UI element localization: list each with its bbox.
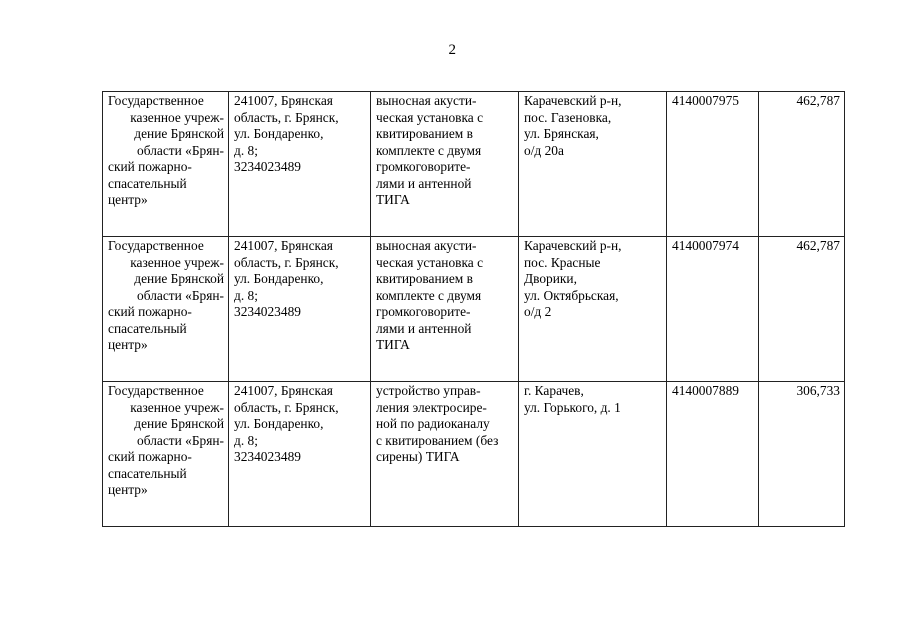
cell-line: 3234023489 xyxy=(234,159,301,174)
cell-line: о/д 20а xyxy=(524,142,564,158)
property-table xyxy=(102,91,845,527)
cell-line: 241007, Брянская xyxy=(234,238,333,253)
cell-line: центр» xyxy=(108,337,148,352)
cell-line: казенное учреж- xyxy=(130,254,224,270)
cell-line: ул. Бондаренко, xyxy=(234,416,324,431)
cell-line: 241007, Брянская xyxy=(234,93,333,108)
organization-cell xyxy=(103,237,229,382)
cell-line: ский пожарно- xyxy=(108,449,192,464)
table-body xyxy=(103,92,845,527)
cell-line: Государственное xyxy=(108,238,204,253)
cell-line: пос. Красные xyxy=(524,254,601,270)
table-row xyxy=(103,237,845,382)
inventory-number-cell: 4140007889 xyxy=(667,382,759,527)
cell-line: ТИГА xyxy=(376,192,410,207)
cell-line: ной по радиоканалу xyxy=(376,416,490,431)
cell-line: квитированием в xyxy=(376,126,473,141)
cell-line: Государственное xyxy=(108,383,204,398)
cell-line: ул. Горького, д. 1 xyxy=(524,399,621,415)
cell-line: области «Брян- xyxy=(137,142,224,158)
equipment-cell xyxy=(371,237,519,382)
table-row xyxy=(103,92,845,237)
cell-line: д. 8; xyxy=(234,287,258,303)
cell-line: ул. Октябрьская, xyxy=(524,287,619,303)
cell-line: Дворики, xyxy=(524,271,577,286)
cell-line: 3234023489 xyxy=(234,449,301,464)
cell-line: ТИГА xyxy=(376,337,410,352)
cell-line: области «Брян- xyxy=(137,287,224,303)
cell-line: г. Карачев, xyxy=(524,383,584,398)
cell-line: дение Брянской xyxy=(134,126,224,141)
cell-line: ул. Бондаренко, xyxy=(234,126,324,141)
cell-line: выносная акусти- xyxy=(376,93,477,108)
cell-line: лями и антенной xyxy=(376,320,472,336)
cell-line: Карачевский р-н, xyxy=(524,238,622,253)
cell-line: громкоговорите- xyxy=(376,159,471,174)
cell-line: ления электросире- xyxy=(376,399,487,415)
cell-line: область, г. Брянск, xyxy=(234,399,339,415)
cell-line: устройство управ- xyxy=(376,383,481,398)
organization-cell xyxy=(103,92,229,237)
cell-line: спасательный xyxy=(108,320,187,336)
cell-line: 241007, Брянская xyxy=(234,383,333,398)
cell-line: спасательный xyxy=(108,175,187,191)
inventory-number-cell: 4140007975 xyxy=(667,92,759,237)
page-number: 2 xyxy=(448,42,457,58)
value-cell: 306,733 xyxy=(759,382,845,527)
cell-line: ческая установка с xyxy=(376,109,484,125)
cell-line: казенное учреж- xyxy=(130,109,224,125)
cell-line: д. 8; xyxy=(234,432,258,448)
cell-line: казенное учреж- xyxy=(130,399,224,415)
address-cell xyxy=(229,92,371,237)
cell-line: дение Брянской xyxy=(134,416,224,431)
cell-line: Государственное xyxy=(108,93,204,108)
cell-line: лями и антенной xyxy=(376,175,472,191)
cell-line: комплекте с двумя xyxy=(376,142,482,158)
location-cell xyxy=(519,92,667,237)
cell-line: центр» xyxy=(108,482,148,497)
value-cell: 462,787 xyxy=(759,92,845,237)
cell-line: ческая установка с xyxy=(376,254,484,270)
cell-line: ул. Брянская, xyxy=(524,126,599,141)
cell-line: область, г. Брянск, xyxy=(234,109,339,125)
cell-line: сирены) ТИГА xyxy=(376,449,460,464)
organization-cell xyxy=(103,382,229,527)
cell-line: выносная акусти- xyxy=(376,238,477,253)
cell-line: д. 8; xyxy=(234,142,258,158)
cell-line: ский пожарно- xyxy=(108,304,192,319)
equipment-cell xyxy=(371,382,519,527)
cell-line: квитированием в xyxy=(376,271,473,286)
cell-line: громкоговорите- xyxy=(376,304,471,319)
cell-line: Карачевский р-н, xyxy=(524,93,622,108)
value-cell: 462,787 xyxy=(759,237,845,382)
address-cell xyxy=(229,237,371,382)
location-cell xyxy=(519,237,667,382)
cell-line: области «Брян- xyxy=(137,432,224,448)
location-cell xyxy=(519,382,667,527)
cell-line: дение Брянской xyxy=(134,271,224,286)
equipment-cell xyxy=(371,92,519,237)
cell-line: спасательный xyxy=(108,465,187,481)
address-cell xyxy=(229,382,371,527)
cell-line: центр» xyxy=(108,192,148,207)
cell-line: область, г. Брянск, xyxy=(234,254,339,270)
cell-line: ский пожарно- xyxy=(108,159,192,174)
cell-line: с квитированием (без xyxy=(376,432,499,448)
cell-line: ул. Бондаренко, xyxy=(234,271,324,286)
inventory-number-cell: 4140007974 xyxy=(667,237,759,382)
cell-line: о/д 2 xyxy=(524,304,552,319)
cell-line: пос. Газеновка, xyxy=(524,109,612,125)
table-row xyxy=(103,382,845,527)
cell-line: 3234023489 xyxy=(234,304,301,319)
cell-line: комплекте с двумя xyxy=(376,287,482,303)
